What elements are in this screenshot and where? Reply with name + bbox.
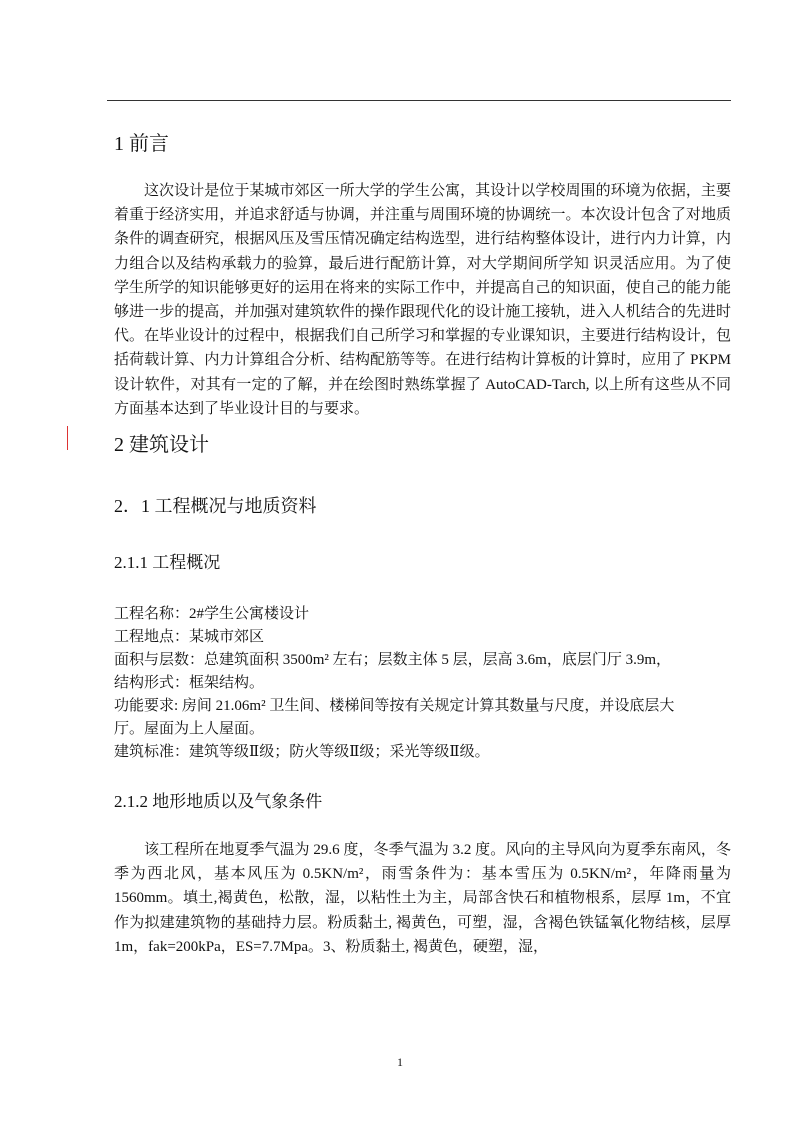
margin-marker [67,426,68,450]
overview-line: 工程名称：2#学生公寓楼设计 [114,606,310,623]
page-number: 1 [397,1055,403,1069]
section-1-paragraph: 这次设计是位于某城市郊区一所大学的学生公寓，其设计以学校周围的环境为依据，主要着重于经济实用，并追求舒适与协调，并注重与周围环境的协调统一。本次设计包含了对地质条件的调查研究，根据风压及雪压情况确定结构选型，进行结构整体设计，进行内力计算，内力组合以及结构承载力的验算，最后进行配筋计算，对大学期间所学知 识灵活应用。为了使学生所学的知识能够更好的运用在将来的实际工作中，并提高自己的知识面，使自己的能力能够进一步的提高，并加强对建筑软件的操作跟现代化的设计施工接轨，进入人机结合的先进时代。在毕业设计的过程中，根据我们自己所学习和掌握的专业课知识，主要进行结构设计，包括荷载计算、内力计算组合分析、结构配筋等等。在进行结构计算板的计算时，应用了 PKPM 设计软件，对其有一定的了解，并在绘图时熟练掌握了 AutoCAD-Tarch, 以上所有这些从不同方面基本达到了毕业设计目的与要求。 [114,183,731,417]
section-2-1-1-heading: 2.1.1 工程概况 [114,553,221,573]
section-2-1-2-heading: 2.1.2 地形地质以及气象条件 [114,792,323,812]
overview-line: 厅。屋面为上人屋面。 [114,721,265,738]
section-2-1-heading: 2．1 工程概况与地质资料 [114,496,317,517]
overview-line: 功能要求: 房间 21.06m² 卫生间、楼梯间等按有关规定计算其数量与尺度，并设底层大 [114,698,675,715]
overview-line: 工程地点：某城市郊区 [114,629,265,646]
terrain-paragraph: 该工程所在地夏季气温为 29.6 度，冬季气温为 3.2 度。风向的主导风向为夏季东南风，冬季为西北风，基本风压为 0.5KN/m²，雨雪条件为：基本雪压为 0.5KN/m²，年降雨量为 1560mm。填土,褐黄色，松散，湿，以粘性土为主，局部含快石和植物根系，层厚 1m，不宜作为拟建建筑物的基础持力层。粉质黏土, 褐黄色，可塑，湿，含褐色铁锰氧化物结核，层厚 1m，fak=200kPa，ES=7.7Mpa。3、粉质黏土, 褐黄色，硬塑，湿， [114,842,731,955]
overview-line: 结构形式：框架结构。 [114,675,265,692]
overview-line: 面积与层数：总建筑面积 3500m² 左右；层数主体 5 层，层高 3.6m，底层门厅 3.9m， [114,652,672,669]
overview-line: 建筑标准：建筑等级Ⅱ级；防火等级Ⅱ级；采光等级Ⅱ级。 [114,744,490,761]
page-content [114,126,731,959]
header-rule [107,100,731,101]
section-2-heading: 2 建筑设计 [114,434,209,457]
project-overview-list [114,603,731,764]
section-1-heading: 1 前言 [114,133,169,155]
